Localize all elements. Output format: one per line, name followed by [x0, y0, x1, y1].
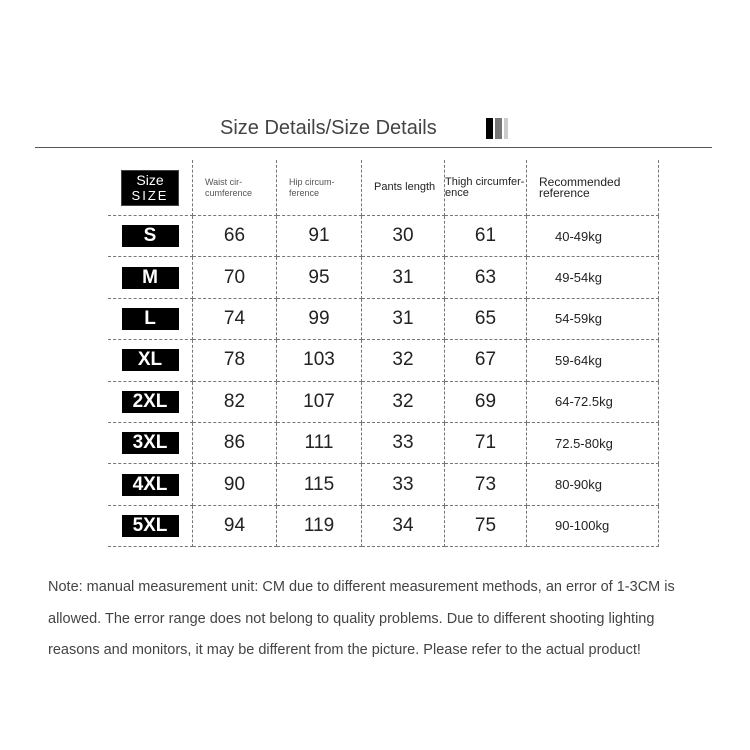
recommended-weight-cell: 72.5-80kg [527, 423, 659, 464]
thigh-cell: 71 [445, 423, 527, 464]
recommended-weight-cell: 54-59kg [527, 299, 659, 340]
thigh-cell: 75 [445, 506, 527, 547]
size-cell [108, 340, 193, 381]
pants-length-cell: 32 [362, 382, 445, 423]
hip-cell: 99 [277, 299, 362, 340]
thigh-cell: 73 [445, 464, 527, 505]
header-hip: Hip circum-ference [277, 160, 362, 216]
pants-length-cell: 30 [362, 216, 445, 257]
recommended-weight-cell: 64-72.5kg [527, 382, 659, 423]
header-size-label-en: SIZE [131, 187, 169, 203]
size-cell [108, 506, 193, 547]
size-cell [108, 299, 193, 340]
recommended-weight-cell: 80-90kg [527, 464, 659, 505]
note-text: Note: manual measurement unit: CM due to different measurement methods, an error of 1-3CM is allowed. The error range does not belong to quality problems. Due to different shooting lighting reasons and monitors, it may be different from the picture. Please refer to the actual product! [48, 579, 675, 658]
thigh-cell: 67 [445, 340, 527, 381]
waist-cell: 90 [193, 464, 277, 505]
hip-cell: 115 [277, 464, 362, 505]
waist-cell: 82 [193, 382, 277, 423]
thigh-cell: 63 [445, 257, 527, 298]
size-label: 4XL [122, 474, 179, 496]
size-label: S [122, 225, 179, 247]
size-cell [108, 216, 193, 257]
header-waist: Waist cir-cumference [193, 160, 277, 216]
size-label: 5XL [122, 515, 179, 537]
waist-cell: 86 [193, 423, 277, 464]
pants-length-cell: 34 [362, 506, 445, 547]
recommended-weight-cell: 49-54kg [527, 257, 659, 298]
hip-cell: 111 [277, 423, 362, 464]
size-cell [108, 257, 193, 298]
size-label: 3XL [122, 432, 179, 454]
size-cell [108, 382, 193, 423]
pants-length-cell: 31 [362, 257, 445, 298]
waist-cell: 74 [193, 299, 277, 340]
size-label: XL [122, 349, 179, 371]
thigh-cell: 61 [445, 216, 527, 257]
header-size [108, 160, 193, 216]
pants-length-cell: 33 [362, 464, 445, 505]
waist-cell: 66 [193, 216, 277, 257]
decorative-bars-icon [486, 118, 508, 139]
waist-cell: 78 [193, 340, 277, 381]
page-title: Size Details/Size Details [220, 117, 437, 139]
recommended-weight-cell: 59-64kg [527, 340, 659, 381]
pants-length-cell: 32 [362, 340, 445, 381]
header-thigh: Thigh circumfer-ence [445, 160, 527, 216]
size-label: M [122, 267, 179, 289]
size-cell [108, 423, 193, 464]
thigh-cell: 69 [445, 382, 527, 423]
size-label: L [122, 308, 179, 330]
waist-cell: 70 [193, 257, 277, 298]
hip-cell: 91 [277, 216, 362, 257]
header-size-label: Size [136, 171, 164, 188]
size-cell [108, 464, 193, 505]
hip-cell: 107 [277, 382, 362, 423]
pants-length-cell: 33 [362, 423, 445, 464]
thigh-cell: 65 [445, 299, 527, 340]
hip-cell: 119 [277, 506, 362, 547]
hip-cell: 103 [277, 340, 362, 381]
recommended-weight-cell: 90-100kg [527, 506, 659, 547]
size-table [108, 160, 659, 547]
hip-cell: 95 [277, 257, 362, 298]
pants-length-cell: 31 [362, 299, 445, 340]
divider [35, 147, 712, 148]
header-pants: Pants length [362, 160, 445, 216]
waist-cell: 94 [193, 506, 277, 547]
size-label: 2XL [122, 391, 179, 413]
header-recommended: Recommended reference [527, 160, 659, 216]
recommended-weight-cell: 40-49kg [527, 216, 659, 257]
